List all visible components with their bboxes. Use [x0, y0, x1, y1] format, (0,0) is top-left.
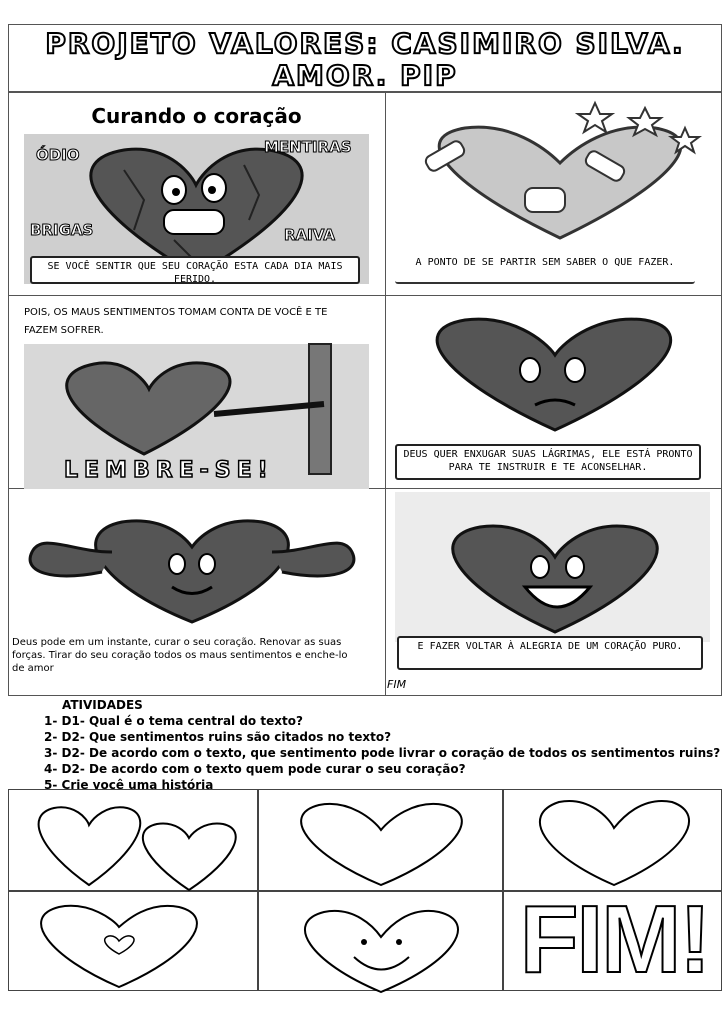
two-hearts-drawing [9, 790, 259, 890]
panel-3-banner: LEMBRE-SE! [64, 458, 274, 483]
panel-1 [24, 100, 369, 286]
panel-6-end: FIM [387, 678, 407, 691]
word-raiva: RAIVA [284, 226, 335, 244]
heart-family-drawing [504, 790, 723, 890]
activity-item-2: 2- D2- Que sentimentos ruins são citados no texto? [44, 730, 392, 744]
happy-heart-illustration [395, 492, 710, 642]
word-odio: ÓDIO [36, 146, 80, 164]
heart-couple-drawing [259, 790, 504, 890]
panel-1-caption: SE VOCÊ SENTIR QUE SEU CORAÇÃO ESTA CADA DIA MAIS FERIDO. [30, 256, 360, 284]
coloring-cell-1 [8, 789, 258, 891]
activity-item-5: 5- Crie você uma história [44, 778, 214, 792]
row-divider-1 [8, 295, 722, 296]
word-brigas: BRIGAS [30, 221, 94, 239]
panel-3-text: POIS, OS MAUS SENTIMENTOS TOMAM CONTA DE VOCÊ E TE FAZEM SOFRER. [24, 307, 328, 336]
coloring-cell-2 [258, 789, 503, 891]
panel-1-heading: Curando o coração [91, 104, 302, 128]
activities-heading: ATIVIDADES [62, 698, 143, 712]
page-title [10, 28, 720, 92]
coloring-cell-5 [258, 891, 503, 991]
activity-item-1: 1- D1- Qual é o tema central do texto? [44, 714, 303, 728]
panel-5-text: Deus pode em um instante, curar o seu coração. Renovar as suas forças. Tirar do seu coração todos os maus sentimentos e enche-lo de amor [12, 637, 348, 674]
panel-5 [12, 492, 377, 684]
smiling-heart-drawing [259, 892, 504, 992]
strong-heart-illustration [12, 492, 377, 632]
col-divider [385, 92, 386, 696]
coloring-cell-4 [8, 891, 258, 991]
activities-section [44, 697, 720, 793]
word-mentiras: MENTIRAS [264, 138, 352, 156]
panel-2 [395, 98, 710, 288]
panel-3 [24, 300, 369, 486]
panel-4-caption: DEUS QUER ENXUGAR SUAS LÁGRIMAS, ELE ESTÁ PRONTO PARA TE INSTRUIR E TE ACONSELHAR. [395, 444, 701, 480]
coloring-cell-6 [503, 886, 722, 993]
activity-item-4: 4- D2- De acordo com o texto quem pode curar o seu coração? [44, 762, 466, 776]
panel-4 [395, 300, 710, 486]
coloring-cell-3 [503, 789, 722, 891]
panel-2-caption: A PONTO DE SE PARTIR SEM SABER O QUE FAZER. [395, 254, 695, 284]
activity-item-3: 3- D2- De acordo com o texto, que sentimento pode livrar o coração de todos os sentimentos ruins? [44, 746, 721, 760]
sad-heart-illustration [395, 300, 710, 450]
empty-heart-drawing [9, 892, 259, 992]
panel-6 [387, 492, 710, 692]
panel-6-caption: E FAZER VOLTAR À ALEGRIA DE UM CORAÇÃO PURO. [397, 636, 703, 670]
big-end-text: FIM! [519, 886, 710, 993]
title-line-1: PROJETO VALORES: CASIMIRO SILVA. [45, 27, 685, 60]
title-line-2: AMOR. PIP [272, 59, 458, 92]
